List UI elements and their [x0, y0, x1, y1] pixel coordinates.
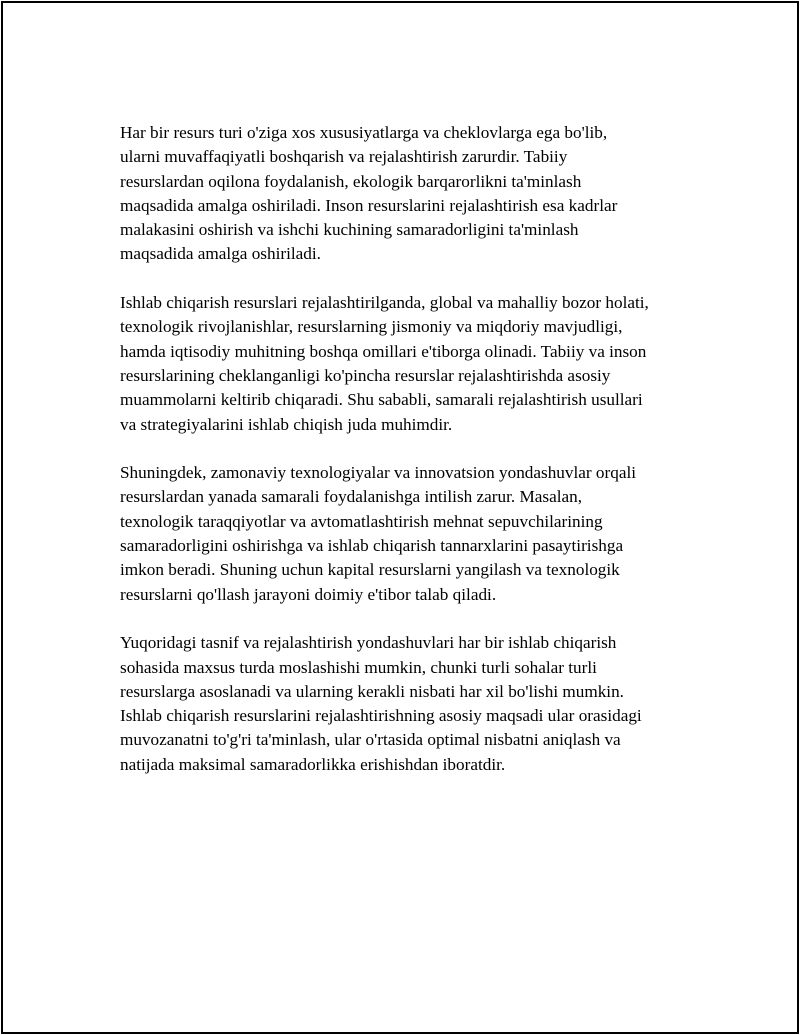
paragraph-2: Ishlab chiqarish resurslari rejalashtirilganda, global va mahalliy bozor holati, texnologik rivojlanishlar, resurslarning jismoniy va miqdoriy mavjudligi, hamda iqtisodiy muhitning boshqa omillari e'tiborga olinadi. Tabiiy va inson resurslarining cheklanganligi ko'pincha resurslar rejalashtirishda asosiy muammolarni keltirib chiqaradi. Shu sababli, samarali rejalashtirish usullari va strategiyalarini ishlab chiqish juda muhimdir.: [120, 293, 649, 434]
paragraph-3: Shuningdek, zamonaviy texnologiyalar va innovatsion yondashuvlar orqali resurslardan yanada samarali foydalanishga intilish zarur. Masalan, texnologik taraqqiyotlar va avtomatlashtirish mehnat sepuvchilarining samaradorligini oshirishga va ishlab chiqarish tannarxlarini pasaytirishga imkon beradi. Shuning uchun kapital resurslarni yangilash va texnologik resurslarni qo'llash jarayoni doimiy e'tibor talab qiladi.: [120, 463, 636, 604]
paragraph-1: Har bir resurs turi o'ziga xos xususiyatlarga va cheklovlarga ega bo'lib, ularni muvaffaqiyatli boshqarish va rejalashtirish zarurdir. Tabiiy resurslardan oqilona foydalanish, ekologik barqarorlikni ta'minlash maqsadida amalga oshiriladi. Inson resurslarini rejalashtirish esa kadrlar malakasini oshirish va ishchi kuchining samaradorligini ta'minlash maqsadida amalga oshiriladi.: [120, 123, 618, 264]
paragraph-4: Yuqoridagi tasnif va rejalashtirish yondashuvlari har bir ishlab chiqarish sohasida maxsus turda moslashishi mumkin, chunki turli sohalar turli resurslarga asoslanadi va ularning kerakli nisbati har xil bo'lishi mumkin. Ishlab chiqarish resurslarini rejalashtirishning asosiy maqsadi ular orasidagi muvozanatni to'g'ri ta'minlash, ular o'rtasida optimal nisbatni aniqlash va natijada maksimal samaradorlikka erishishdan iboratdir.: [120, 633, 642, 774]
page-frame: [1, 1, 799, 1034]
document-body: [120, 121, 695, 801]
